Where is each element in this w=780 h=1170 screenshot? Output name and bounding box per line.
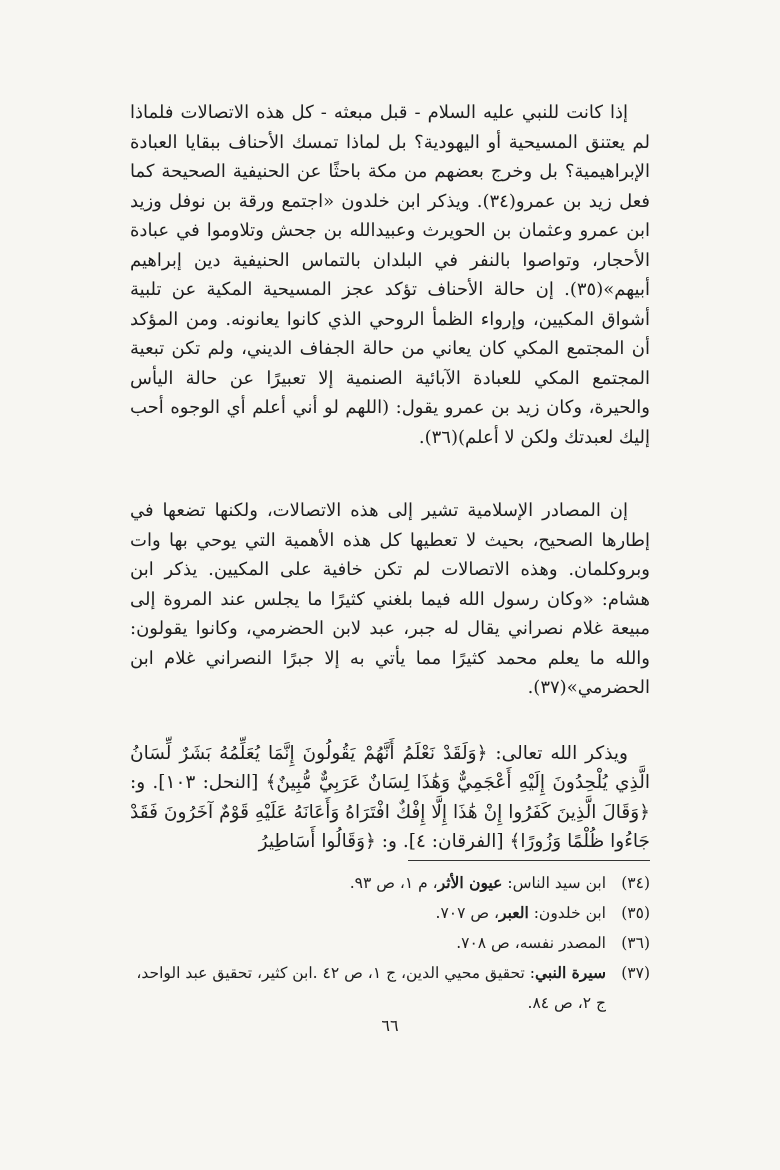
footnote-detail: ، ص ٧٠٧. — [435, 904, 500, 922]
footnotes — [130, 868, 650, 1018]
footnote-title: العبر — [499, 903, 529, 922]
footnote-36 — [130, 928, 650, 958]
paragraph-2: إن المصادر الإسلامية تشير إلى هذه الاتصالات، ولكنها تضعها في إطارها الصحيح، بحيث لا تعطيها كل هذه الأهمية التي يوحي بها وات وبروكلمان. وهذه الاتصالات لم تكن خافية على المكيين. يذكر ابن هشام: «وكان رسول الله فيما بلغني كثيرًا ما يجلس عند المروة إلى مبيعة غلام نصراني يقال له جبر، عبد لابن الحضرمي، وكانوا يقولون: والله ما يعلم محمد كثيرًا مما يأتي به إلا جبرًا النصراني غلام ابن الحضرمي»(٣٧). — [130, 500, 650, 698]
footnote-detail: ، م ١، ص ٩٣. — [349, 874, 438, 892]
footnote-author: ابن سيد الناس: — [502, 874, 606, 892]
footnote-text — [130, 928, 606, 958]
paragraph-1: إذا كانت للنبي عليه السلام - قبل مبعثه - كل هذه الاتصالات فلماذا لم يعتنق المسيحية أو اليهودية؟ بل لماذا تمسك الأحناف ببقايا العبادة الإبراهيمية؟ بل وخرج بعضهم من مكة باحثًا عن الحنيفية الصحيحة كما فعل زيد بن عمرو(٣٤). ويذكر ابن خلدون «اجتمع ورقة بن نوفل وزيد ابن عمرو وعثمان بن الحويرث وعبيدالله بن جحش وتلاوموا في عبادة الأحجار، وتواصوا بالنفر في البلدان بالتماس الحنيفية دين إبراهيم أبيهم»(٣٥). إن حالة الأحناف تؤكد عجز المسيحية المكية عن تلبية أشواق المكيين، وإرواء الظمأ الروحي الذي كانوا يعانونه. ومن المؤكد أن المجتمع المكي كان يعاني من حالة الجفاف الديني، ولم تكن تبعية المجتمع المكي للعبادة الآبائية الصنمية إلا تعبيرًا عن حالة اليأس والحيرة، وكان زيد بن عمرو يقول: (اللهم لو أني أعلم أي الوجوه أحب إليك لعبدتك ولكن لا أعلم)(٣٦). — [130, 102, 650, 448]
footnote-title: عيون الأثر — [437, 873, 503, 892]
footnote-text — [130, 868, 606, 898]
footnote-detail: : تحقيق محيي الدين، ج ١، ص ٤٢ .ابن كثير، تحقيق عبد الواحد، ج ٢، ص ٨٤. — [136, 964, 606, 1012]
footnote-37 — [130, 958, 650, 1018]
paragraph-3-quran: ويذكر الله تعالى: ﴿وَلَقَدْ نَعْلَمُ أَنَّهُمْ يَقُولُونَ إِنَّمَا يُعَلِّمُهُ بَشَرٌ لِّسَانُ الَّذِي يُلْحِدُونَ إِلَيْهِ أَعْجَمِيٌّ وَهَٰذَا لِسَانٌ عَرَبِيٌّ مُّبِينٌ﴾ [النحل: ١٠٣]. و: ﴿وَقَالَ الَّذِينَ كَفَرُوا إِنْ هَٰذَا إِلَّا إِفْكٌ افْتَرَاهُ وَأَعَانَهُ عَلَيْهِ قَوْمٌ آخَرُونَ فَقَدْ جَاءُوا ظُلْمًا وَزُورًا﴾ [الفرقان: ٤]. و: ﴿وَقَالُوا أَسَاطِيرُ — [130, 742, 650, 852]
footnote-author: المصدر نفسه، ص ٧٠٨. — [456, 934, 606, 952]
footnote-text — [130, 898, 606, 928]
footnote-divider — [408, 860, 650, 861]
footnote-34 — [130, 868, 650, 898]
footnote-number: (٣٦) — [621, 934, 650, 952]
footnote-title: سيرة النبي — [534, 963, 606, 982]
main-text — [130, 98, 650, 857]
footnote-number: (٣٤) — [621, 874, 650, 892]
footnote-text — [130, 958, 606, 1018]
footnote-number: (٣٥) — [621, 904, 650, 922]
page-number: ٦٦ — [381, 1016, 399, 1035]
footnote-35 — [130, 898, 650, 928]
footnote-number: (٣٧) — [621, 964, 650, 982]
footnote-author: ابن خلدون: — [528, 904, 606, 922]
